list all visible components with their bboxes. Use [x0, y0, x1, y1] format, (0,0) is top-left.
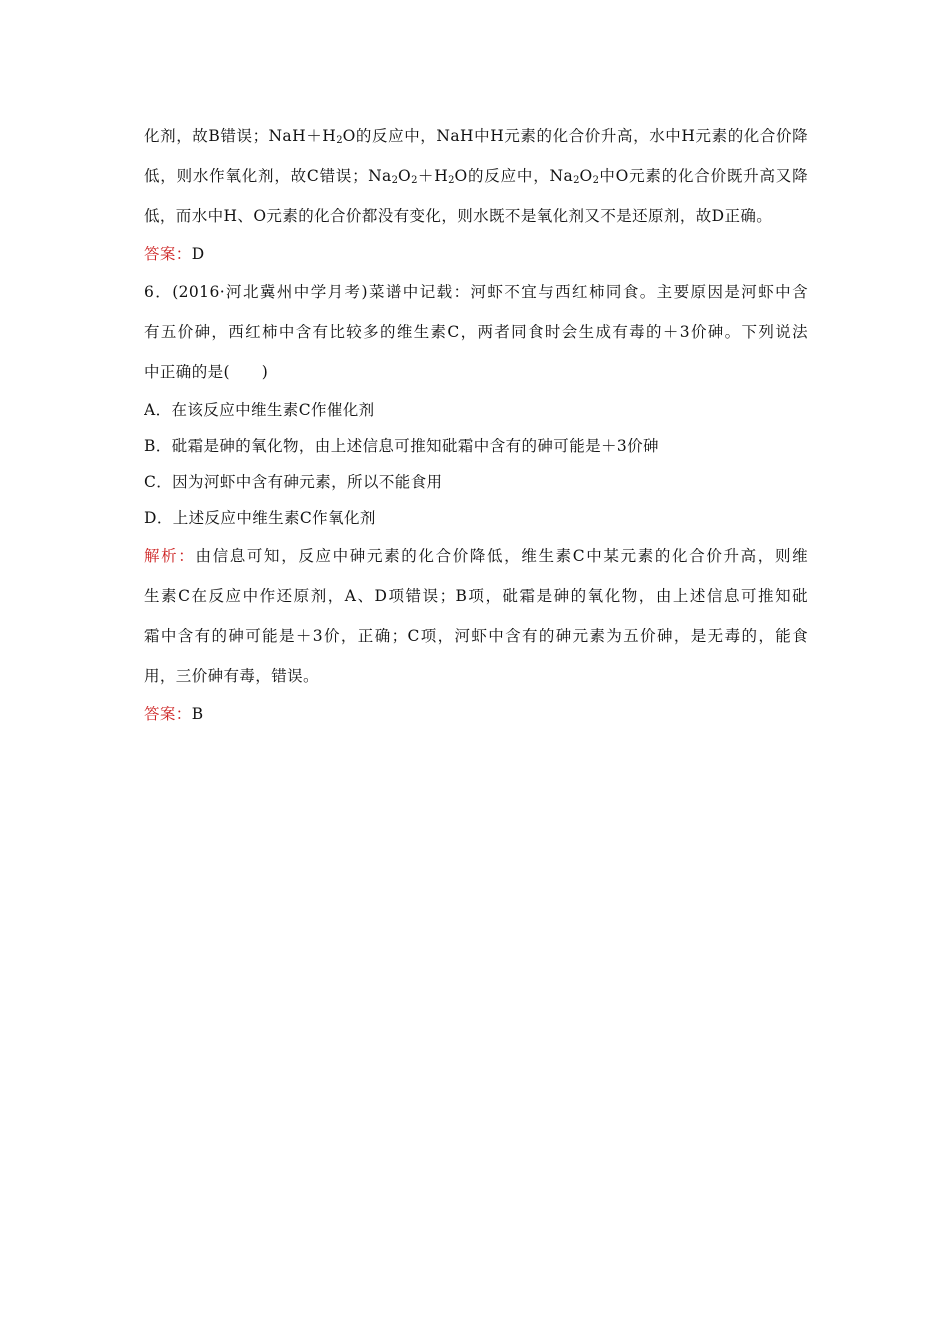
explanation-label: 解析： [144, 547, 196, 565]
option-b: B．砒霜是砷的氧化物，由上述信息可推知砒霜中含有的砷可能是＋3价砷 [144, 437, 659, 455]
answer-6 [144, 696, 808, 732]
prev-explanation-line-1: 化剂，故B错误；$NaH+H_2O$的反应中，NaH中H元素的化合价升高，水中H元素的化合价降 [144, 127, 808, 146]
prev-explanation-line-3: 低，而水中H、O元素的化合价都没有变化，则水既不是氧化剂又不是还原剂，故D正确。 [144, 207, 773, 225]
explanation-6-line-3: 霜中含有的砷可能是＋3价，正确；C项，河虾中含有的砷元素为五价砷，是无毒的，能食 [144, 627, 808, 645]
question-6-line-3: 中正确的是( ) [144, 363, 269, 381]
answer-5 [144, 236, 808, 272]
answer-value: D [191, 245, 205, 263]
document-content [144, 116, 808, 732]
explanation-6-line-4: 用，三价砷有毒，错误。 [144, 667, 319, 685]
prev-explanation-line-2: 低，则水作氧化剂，故C错误；$Na_2O_2+H_2O$的反应中，$Na_2O_2$中O元素的化合价既升高又降 [144, 167, 808, 186]
option-a: A．在该反应中维生素C作催化剂 [144, 401, 375, 419]
option-c: C．因为河虾中含有砷元素，所以不能食用 [144, 473, 443, 491]
answer-label: 答案： [144, 245, 192, 263]
question-6-line-2: 有五价砷，西红柿中含有比较多的维生素C，两者同食时会生成有毒的＋3价砷。下列说法 [144, 323, 808, 341]
explanation-6-line-1: 解析：由信息可知，反应中砷元素的化合价降低，维生素C中某元素的化合价升高，则维 [144, 547, 808, 565]
explanation-6-line-2: 生素C在反应中作还原剂，A、D项错误；B项，砒霜是砷的氧化物，由上述信息可推知砒 [144, 587, 808, 605]
question-6-line-1: 6．(2016·河北冀州中学月考)菜谱中记载：河虾不宜与西红柿同食。主要原因是河虾中含 [144, 283, 808, 301]
option-d: D．上述反应中维生素C作氧化剂 [144, 509, 376, 527]
answer-label: 答案： [144, 705, 192, 723]
answer-value: B [191, 705, 204, 723]
